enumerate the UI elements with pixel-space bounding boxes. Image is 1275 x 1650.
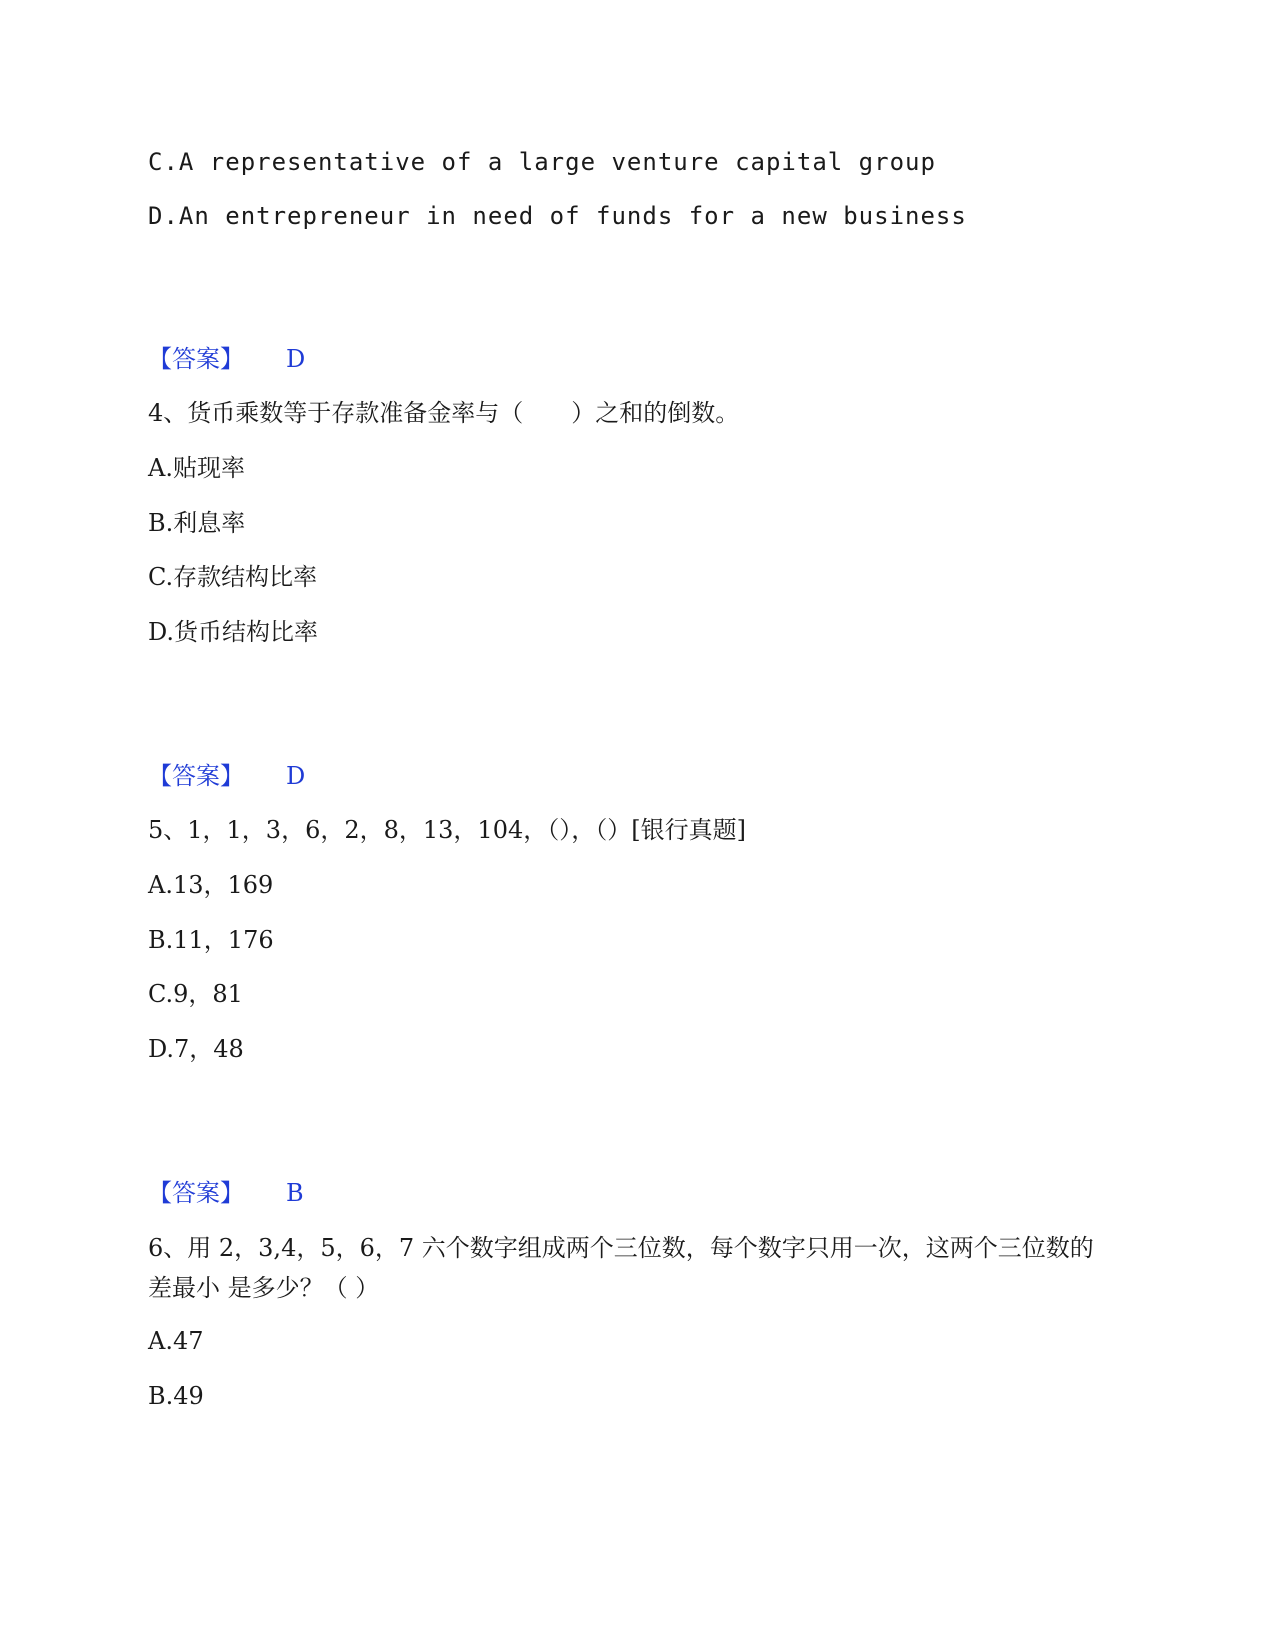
q6-option-b: B.49	[148, 1382, 204, 1410]
answer-value: D	[286, 345, 306, 373]
q5-answer	[148, 1178, 304, 1208]
q5-option-b: B.11，176	[148, 926, 274, 954]
q6-question: 6、用 2，3,4，5，6，7 六个数字组成两个三位数，每个数字只用一次，这两个三位数的差最小 是多少？（ ）	[148, 1234, 1094, 1302]
q4-option-c: C.存款结构比率	[148, 563, 318, 591]
answer-value: D	[286, 762, 306, 790]
q4-answer	[148, 761, 305, 791]
q5-option-d: D.7，48	[148, 1035, 244, 1063]
q5-option-c: C.9，81	[148, 980, 243, 1008]
answer-value: B	[286, 1179, 304, 1207]
answer-label: 【答案】	[148, 345, 244, 373]
q4-option-a: A.贴现率	[148, 454, 245, 482]
q5-option-a: A.13，169	[148, 871, 274, 899]
answer-label: 【答案】	[148, 1179, 244, 1207]
q5-question: 5、1，1，3，6，2，8，13，104，（），（）[银行真题]	[148, 816, 746, 844]
answer-label: 【答案】	[148, 762, 244, 790]
q3-option-d: D.An entrepreneur in need of funds for a new business	[148, 202, 967, 230]
q3-option-c: C.A representative of a large venture capital group	[148, 148, 936, 176]
q4-option-d: D.货币结构比率	[148, 618, 319, 646]
q6-option-a: A.47	[148, 1327, 204, 1355]
q4-option-b: B.利息率	[148, 509, 246, 537]
q3-answer	[148, 344, 305, 374]
q4-question: 4、货币乘数等于存款准备金率与（ ）之和的倒数。	[148, 399, 740, 427]
